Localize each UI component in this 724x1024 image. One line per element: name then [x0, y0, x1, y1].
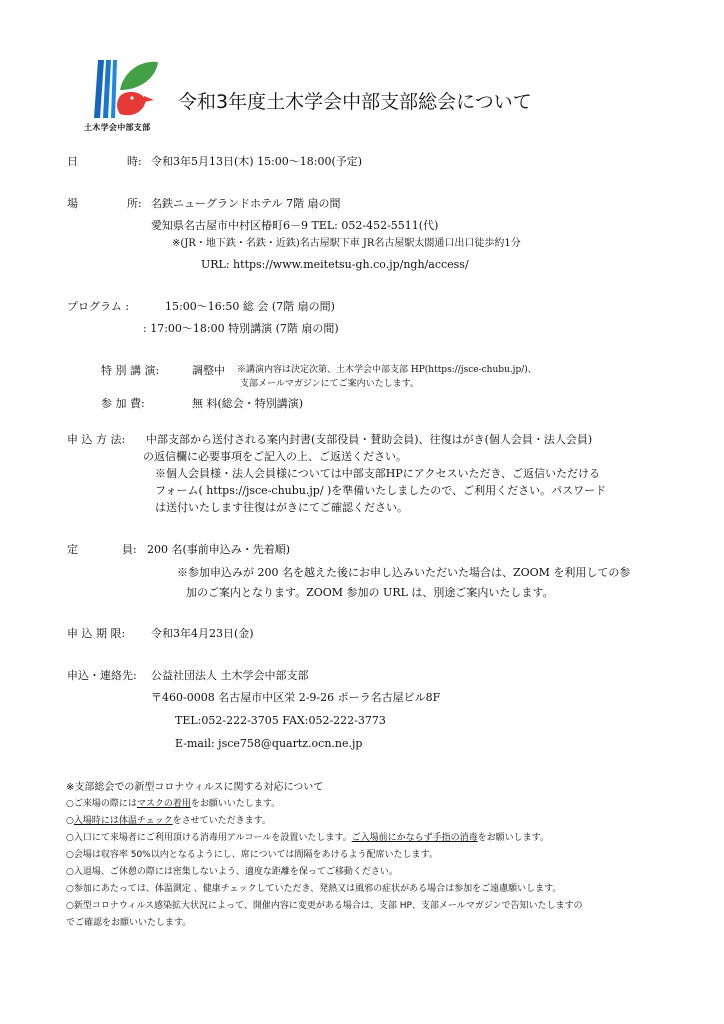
covid-line-4: ○会場は収容率 50%以内となるようにし、席については間隔をあけるよう配席いたします。: [66, 850, 438, 860]
capacity-note-1: ※参加申込みが 200 名を越えた後にお申し込みいただいた場合は、ZOOM を利用しての参: [177, 566, 631, 579]
apply-line-2: の返信欄に必要事項をご記入の上、ご返送ください。: [143, 450, 407, 463]
leaf-icon: [120, 62, 158, 90]
covid-line-7: ○新型コロナウィルス感染拡大状況によって、開催内容に変更がある場合は、支部 HP、支部メールマガジンで告知いたしますの: [66, 901, 583, 911]
logo-org-name: 土木学会中部支部: [84, 123, 151, 132]
deadline-value: 令和3年4月23日(金): [151, 627, 254, 640]
covid-heading: ※支部総会での新型コロナウィルスに関する対応について: [66, 782, 324, 793]
apply-line-3: ※個人会員様・法人会員様については中部支部HPにアクセスいただき、ご返信いただける: [155, 467, 601, 480]
covid-line-5: ○入退場、ご休憩の際には密集しないよう、適度な距離を保ってご移動ください。: [66, 867, 398, 877]
program-line-1: 15:00～16:50 総 会 (7階 扇の間): [165, 300, 335, 313]
covid-line-8: でご確認をお願いいたします。: [66, 918, 192, 928]
venue-name: 名鉄ニューグランドホテル 7階 扇の間: [151, 197, 341, 210]
venue-access: ※(JR・地下鉄・名鉄・近鉄)名古屋駅下車 JR名古屋駅太閤通口出口徒歩約1分: [172, 238, 521, 249]
capacity-value: 200 名(事前申込み・先着順): [147, 543, 291, 556]
lecture-note-2: 支部メールマガジンにてご案内いたします。: [240, 379, 419, 389]
bird-icon: [117, 92, 154, 115]
venue-address: 愛知県名古屋市中村区椿町6－9 TEL: 052-452-5511(代): [151, 219, 439, 232]
covid-line-3: ○入口にて来場者にご利用頂ける消毒用アルコールを設置いたします。ご入場前にかならず手指の消毒をお願いします。: [66, 833, 549, 843]
apply-line-1: 中部支部から送付される案内封書(支部役員・賛助会員)、往復はがき(個人会員・法人会員): [146, 433, 593, 446]
fee-value: 無 料(総会・特別講演): [192, 397, 304, 410]
contact-email[interactable]: E-mail: jsce758@quartz.ocn.ne.jp: [175, 737, 363, 750]
venue-url: URL: https://www.meitetsu-gh.co.jp/ngh/access/: [201, 258, 469, 271]
blue-stripes-icon: [94, 60, 117, 118]
date-value: 令和3年5月13日(木) 15:00～18:00(予定): [151, 155, 363, 168]
contact-tel-fax: TEL:052-222-3705 FAX:052-222-3773: [175, 714, 386, 727]
covid-line-1: ○ご来場の際にはマスクの着用をお願いいたします。: [66, 799, 281, 809]
deadline-label: 申 込 期 限:: [67, 627, 126, 640]
venue-label-2: 所:: [127, 197, 142, 210]
lecture-status: 調整中: [192, 364, 225, 377]
program-line-2: : 17:00～18:00 特別講演 (7階 扇の間): [143, 322, 339, 335]
capacity-label-1: 定: [67, 543, 78, 556]
contact-address: 〒460-0008 名古屋市中区栄 2-9-26 ポーラ名古屋ビル8F: [151, 691, 441, 704]
date-label-1: 日: [67, 155, 78, 168]
date-label-2: 時:: [127, 155, 142, 168]
covid-line-2: ○入場時には体温チェックをさせていただきます。: [66, 816, 271, 826]
capacity-label-2: 員:: [122, 543, 137, 556]
contact-org: 公益社団法人 土木学会中部支部: [151, 669, 309, 682]
page-title: 令和3年度土木学会中部支部総会について: [178, 91, 532, 113]
lecture-note-1: ※講演内容は決定次第、土木学会中部支部 HP(https://jsce-chubu.jp/)、: [237, 365, 537, 375]
apply-line-5: は送付いたします往復はがきにてご確認ください。: [155, 501, 408, 514]
program-label: プログラム :: [67, 300, 130, 313]
lecture-label: 特 別 講 演:: [101, 364, 160, 377]
fee-label: 参 加 費:: [101, 397, 145, 410]
contact-label: 申込・連絡先:: [67, 669, 137, 682]
covid-line-6: ○参加にあたっては、体温測定 、健康チェックしていただき、発熱又は風邪の症状がある場合は参加をご遠慮願いします。: [66, 884, 562, 894]
venue-label-1: 場: [67, 197, 78, 210]
apply-label: 申 込 方 法:: [67, 433, 126, 446]
apply-line-4: フォーム( https://jsce-chubu.jp/ )を準備いたしましたので、ご利用ください。パスワード: [155, 484, 607, 497]
capacity-note-2: 加のご案内となります。ZOOM 参加の URL は、別途ご案内いたします。: [186, 586, 554, 599]
